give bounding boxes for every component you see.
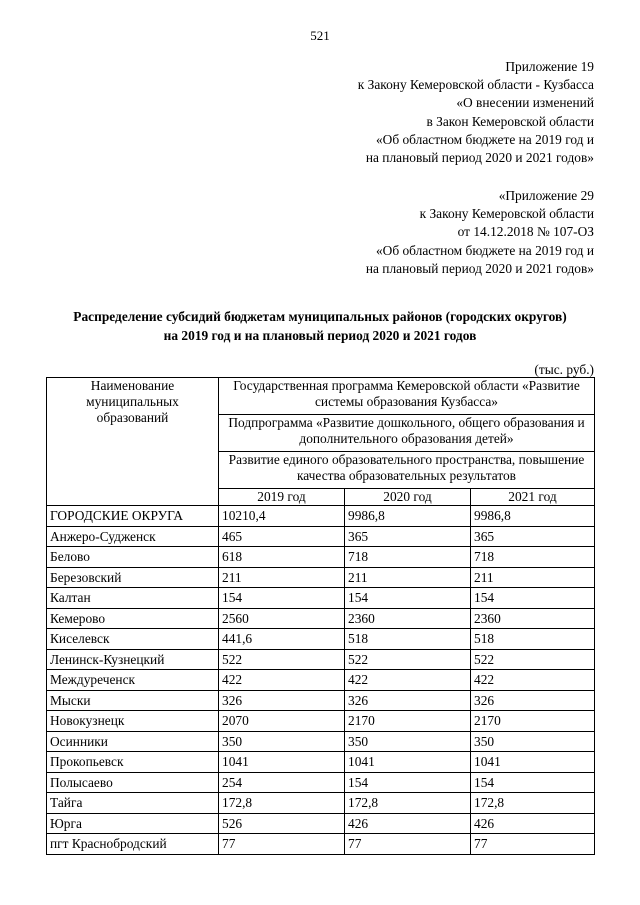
value-2020-cell: 77 — [345, 834, 471, 855]
header-program: Государственная программа Кемеровской области «Развитие системы образования Кузбасса» — [219, 378, 595, 415]
value-2020-cell: 2360 — [345, 608, 471, 629]
municipality-name-cell: Кемерово — [47, 608, 219, 629]
value-2019-cell: 77 — [219, 834, 345, 855]
header-year-2019: 2019 год — [219, 489, 345, 506]
value-2020-cell: 154 — [345, 588, 471, 609]
title-line-1: Распределение субсидий бюджетам муниципальных районов (городских округов) — [73, 309, 567, 324]
table-row — [47, 588, 595, 609]
table-row — [47, 793, 595, 814]
table-row — [47, 649, 595, 670]
municipality-name-cell: Белово — [47, 547, 219, 568]
appendix-29-header — [366, 187, 594, 278]
value-2021-cell: 365 — [471, 526, 595, 547]
value-2020-cell: 154 — [345, 772, 471, 793]
table-row — [47, 567, 595, 588]
value-2020-cell: 9986,8 — [345, 506, 471, 527]
appendix-line: на плановый период 2020 и 2021 годов» — [365, 260, 594, 276]
value-2021-cell: 2170 — [471, 711, 595, 732]
value-2020-cell: 326 — [345, 690, 471, 711]
value-2021-cell: 154 — [471, 772, 595, 793]
municipality-name-cell: Новокузнецк — [47, 711, 219, 732]
value-2021-cell: 172,8 — [471, 793, 595, 814]
value-2020-cell: 718 — [345, 547, 471, 568]
value-2019-cell: 618 — [219, 547, 345, 568]
header-subprogram: Подпрограмма «Развитие дошкольного, общего образования и дополнительного образования детей» — [219, 415, 595, 452]
value-2020-cell: 1041 — [345, 752, 471, 773]
table-row — [47, 629, 595, 650]
appendix-line: от 14.12.2018 № 107-ОЗ — [457, 224, 594, 240]
value-2021-cell: 518 — [471, 629, 595, 650]
value-2019-cell: 2560 — [219, 608, 345, 629]
value-2021-cell: 426 — [471, 813, 595, 834]
value-2019-cell: 326 — [219, 690, 345, 711]
municipality-name-cell: Калтан — [47, 588, 219, 609]
title-line-2: на 2019 год и на плановый период 2020 и 2021 годов — [163, 328, 477, 343]
value-2019-cell: 211 — [219, 567, 345, 588]
table-row — [47, 547, 595, 568]
value-2021-cell: 718 — [471, 547, 595, 568]
page-number: 521 — [310, 28, 330, 43]
appendix-line: «Приложение 29 — [498, 188, 594, 203]
municipality-name-cell: Осинники — [47, 731, 219, 752]
value-2019-cell: 1041 — [219, 752, 345, 773]
municipality-name-cell: Анжеро-Судженск — [47, 526, 219, 547]
value-2021-cell: 1041 — [471, 752, 595, 773]
table-row — [47, 752, 595, 773]
table-row — [47, 834, 595, 855]
value-2021-cell: 326 — [471, 690, 595, 711]
table-row — [47, 772, 595, 793]
appendix-line: «О внесении изменений — [456, 95, 594, 111]
value-2020-cell: 518 — [345, 629, 471, 650]
table-row — [47, 813, 595, 834]
table-row-total — [47, 506, 595, 527]
value-2020-cell: 426 — [345, 813, 471, 834]
table-row — [47, 526, 595, 547]
value-2019-cell: 522 — [219, 649, 345, 670]
municipality-name-cell: Березовский — [47, 567, 219, 588]
municipality-name-cell: Прокопьевск — [47, 752, 219, 773]
value-2021-cell: 9986,8 — [471, 506, 595, 527]
appendix-19-header — [358, 58, 594, 167]
subsidy-table — [46, 377, 595, 855]
header-year-2020: 2020 год — [345, 489, 471, 506]
value-2020-cell: 365 — [345, 526, 471, 547]
document-title — [0, 307, 640, 345]
appendix-line: к Закону Кемеровской области — [419, 206, 594, 222]
value-2019-cell: 254 — [219, 772, 345, 793]
value-2019-cell: 172,8 — [219, 793, 345, 814]
value-2019-cell: 422 — [219, 670, 345, 691]
value-2020-cell: 422 — [345, 670, 471, 691]
appendix-line: к Закону Кемеровской области - Кузбасса — [357, 77, 594, 93]
value-2019-cell: 441,6 — [219, 629, 345, 650]
header-year-2021: 2021 год — [471, 489, 595, 506]
value-2020-cell: 172,8 — [345, 793, 471, 814]
appendix-line: в Закон Кемеровской области — [426, 113, 594, 129]
value-2021-cell: 154 — [471, 588, 595, 609]
municipality-name-cell: Ленинск-Кузнецкий — [47, 649, 219, 670]
value-2021-cell: 522 — [471, 649, 595, 670]
value-2021-cell: 350 — [471, 731, 595, 752]
value-2020-cell: 211 — [345, 567, 471, 588]
appendix-line: «Об областном бюджете на 2019 год и — [375, 242, 594, 258]
header-municipality-name: Наименование муниципальных образований — [47, 378, 219, 506]
table-row — [47, 690, 595, 711]
value-2021-cell: 422 — [471, 670, 595, 691]
value-2020-cell: 350 — [345, 731, 471, 752]
municipality-name-cell: Юрга — [47, 813, 219, 834]
municipality-name-cell: Мыски — [47, 690, 219, 711]
value-2019-cell: 465 — [219, 526, 345, 547]
municipality-name-cell: Полысаево — [47, 772, 219, 793]
value-2021-cell: 2360 — [471, 608, 595, 629]
value-2019-cell: 526 — [219, 813, 345, 834]
header-measure: Развитие единого образовательного пространства, повышение качества образовательных результатов — [219, 452, 595, 489]
municipality-name-cell: Киселевск — [47, 629, 219, 650]
value-2020-cell: 522 — [345, 649, 471, 670]
value-2020-cell: 2170 — [345, 711, 471, 732]
value-2019-cell: 2070 — [219, 711, 345, 732]
appendix-line: на плановый период 2020 и 2021 годов» — [365, 150, 594, 166]
municipality-name-cell: пгт Краснобродский — [47, 834, 219, 855]
appendix-line: Приложение 19 — [505, 59, 594, 74]
value-2021-cell: 211 — [471, 567, 595, 588]
municipality-name-cell: Тайга — [47, 793, 219, 814]
value-2019-cell: 154 — [219, 588, 345, 609]
appendix-line: «Об областном бюджете на 2019 год и — [375, 131, 594, 147]
table-row — [47, 731, 595, 752]
units-label: (тыс. руб.) — [534, 362, 594, 377]
value-2019-cell: 350 — [219, 731, 345, 752]
value-2019-cell: 10210,4 — [219, 506, 345, 527]
table-row — [47, 670, 595, 691]
table-row — [47, 711, 595, 732]
value-2021-cell: 77 — [471, 834, 595, 855]
municipality-name-cell: ГОРОДСКИЕ ОКРУГА — [47, 506, 219, 527]
table-row — [47, 608, 595, 629]
municipality-name-cell: Междуреченск — [47, 670, 219, 691]
